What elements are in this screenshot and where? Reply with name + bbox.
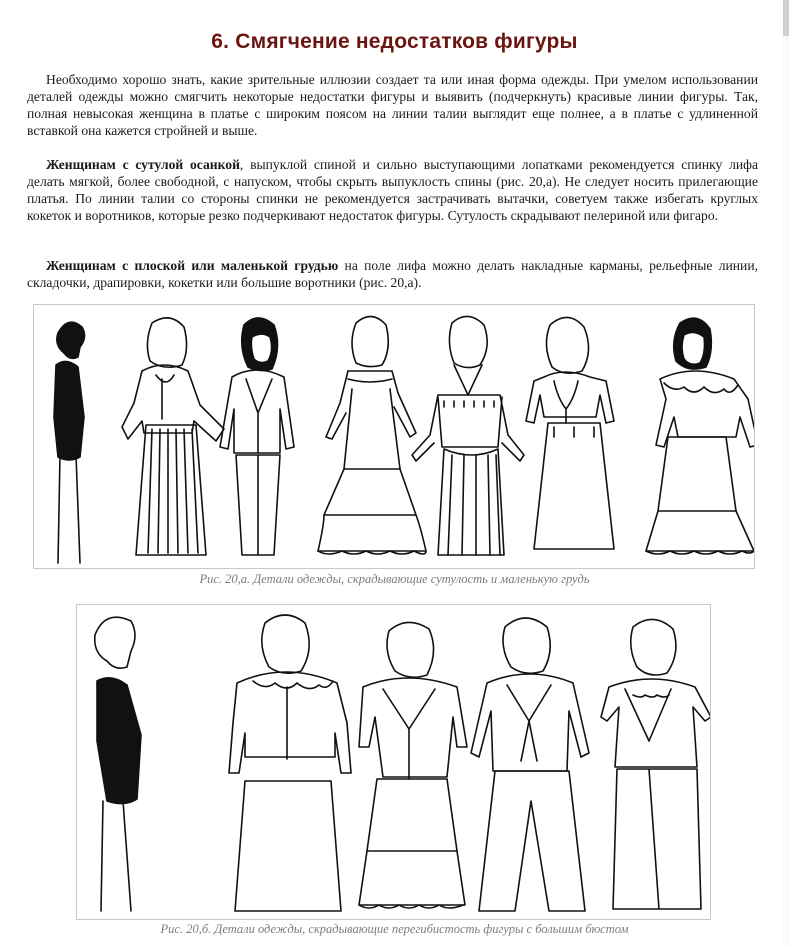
sketch-ruffled-pleated-dress	[122, 318, 224, 555]
fashion-sketches-20b	[77, 605, 710, 919]
sketch-yoke-ruffle-dress	[646, 318, 754, 554]
paragraph-bold-lead: Женщинам с плоской или маленькой грудью	[46, 258, 339, 273]
paragraph-text: на поле лифа можно делать накладные карманы, рельефные линии, складочки, драпировки, кокетки или большие воротники (рис. 20,а).	[27, 258, 758, 290]
paragraph-text: Необходимо хорошо знать, какие зрительные иллюзии создает та или иная форма одежды. При умелом использовании деталей одежды можно смягчить некоторые недостатки фигуры и выявить (подчеркнуть) красивые линии фигуры. Так, полная невысокая женщина в платье с широким поясом на линии талии выглядит еще полнее, а в платье с удлиненной вставкой она кажется стройней и выше.	[27, 72, 758, 138]
fashion-sketches-20a	[34, 305, 754, 568]
paragraph-bold-lead: Женщинам с сутулой осанкой	[46, 157, 240, 172]
sketch-profile-bodysuit	[95, 617, 141, 911]
sketch-blouson-dress	[412, 316, 524, 555]
figure-20b-caption: Рис. 20,б. Детали одежды, скрадывающие перегибистость фигуры с большим бюстом	[160, 922, 629, 936]
sketch-peplum-jacket	[359, 622, 467, 908]
sketch-puff-sleeve-dress	[526, 317, 614, 549]
figure-20b-illustration	[76, 604, 711, 920]
vertical-scrollbar[interactable]	[783, 0, 789, 946]
sketch-wrap-dress	[601, 619, 710, 909]
sketch-vest-tie-trousers	[471, 618, 589, 911]
paragraph-text: , выпуклой спиной и сильно выступающими лопатками рекомендуется спинку лифа делать мягкой, более свободной, с напуском, чтобы скрыть выпуклость спины (рис. 20,а). Не следует носить прилегающие платья. По линии талии со стороны спинки не рекомендуется застрачивать вытачки, советуем также избегать круглых кокеток и воротников, которые резко подчеркивают недостаток фигуры. Сутулость скрадывают пелериной или фигаро.	[27, 157, 758, 223]
figure-20a-illustration	[33, 304, 755, 569]
paragraph-intro	[27, 71, 758, 139]
figure-20a-caption: Рис. 20,а. Детали одежды, скрадывающие сутулость и маленькую грудь	[199, 572, 590, 586]
sketch-ruffle-collar-blouse	[229, 615, 351, 911]
sketch-profile-dark-top	[54, 322, 85, 563]
sketch-lapel-suit	[220, 318, 294, 555]
sketch-tiered-ruffle-dress	[318, 316, 426, 554]
scrollbar-thumb[interactable]	[783, 0, 789, 36]
page-title: 6. Смягчение недостатков фигуры	[211, 30, 578, 53]
paragraph-stooped-posture	[27, 156, 758, 224]
paragraph-small-bust	[27, 257, 758, 291]
